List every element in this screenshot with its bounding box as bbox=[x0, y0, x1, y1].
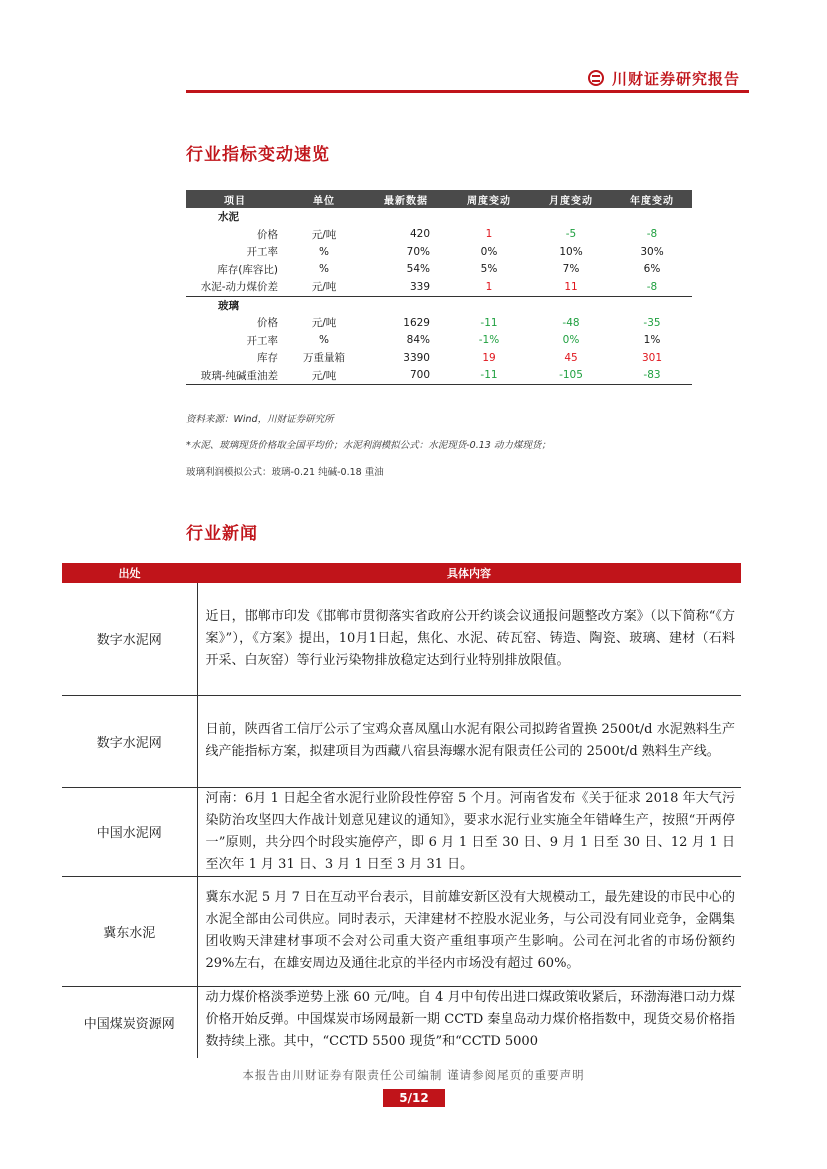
header-divider bbox=[186, 90, 749, 93]
indicator-week: -11 bbox=[448, 367, 530, 385]
news-header-row bbox=[62, 563, 741, 583]
indicator-unit: % bbox=[319, 245, 329, 258]
news-source: 中国水泥网 bbox=[62, 787, 197, 876]
news-row bbox=[62, 583, 741, 695]
indicator-week: 1 bbox=[485, 228, 493, 241]
indicator-month: -5 bbox=[565, 228, 577, 241]
indicators-title: 行业指标变动速览 bbox=[186, 145, 330, 165]
indicator-latest: 1629 bbox=[403, 316, 430, 329]
news-source: 中国煤炭资源网 bbox=[62, 986, 197, 1058]
news-title: 行业新闻 bbox=[186, 524, 258, 544]
news-content: 冀东水泥 5 月 7 日在互动平台表示，目前雄安新区没有大规模动工，最先建设的市民中心的水泥全部由公司供应。同时表示，天津建材不控股水泥业务，与公司没有同业竞争，金隅集团收购天津建材事项不会对公司重大资产重组事项产生影响。公司在河北省的市场份额约 29%左右，在雄安周边及通往北京的半径内市场没有超过 60%。 bbox=[197, 876, 741, 986]
col-year: 年度变动 bbox=[612, 190, 692, 208]
col-latest: 最新数据 bbox=[364, 190, 448, 208]
indicator-month: 7% bbox=[562, 263, 580, 276]
indicator-row bbox=[186, 367, 692, 385]
col-source: 出处 bbox=[62, 563, 197, 583]
indicator-item: 价格 bbox=[257, 317, 278, 330]
indicator-month: 10% bbox=[559, 245, 583, 258]
category-label: 玻璃 bbox=[186, 296, 692, 314]
category-label: 水泥 bbox=[218, 211, 239, 224]
indicators-table bbox=[186, 190, 692, 385]
indicator-row bbox=[186, 278, 692, 296]
news-table bbox=[62, 563, 741, 1058]
indicator-unit: % bbox=[319, 334, 329, 347]
indicator-unit: % bbox=[319, 263, 329, 276]
news-content: 日前，陕西省工信厅公示了宝鸡众喜凤凰山水泥有限公司拟跨省置换 2500t/d 水泥熟料生产线产能指标方案，拟建项目为西藏八宿县海螺水泥有限责任公司的 2500t/d 熟料生产线。 bbox=[197, 695, 741, 787]
indicator-item: 库存 bbox=[257, 352, 278, 365]
indicator-row bbox=[186, 349, 692, 367]
indicator-year: -35 bbox=[643, 316, 661, 329]
news-row bbox=[62, 876, 741, 986]
col-item: 项目 bbox=[186, 190, 284, 208]
indicator-item: 价格 bbox=[257, 228, 278, 241]
indicator-month: 11 bbox=[564, 280, 578, 293]
indicator-year: -8 bbox=[646, 228, 658, 241]
indicator-week: 1 bbox=[485, 280, 493, 293]
col-week: 周度变动 bbox=[448, 190, 530, 208]
indicator-row bbox=[186, 332, 692, 350]
indicator-unit: 元/吨 bbox=[311, 317, 337, 330]
report-brand: 川财证券研究报告 bbox=[612, 70, 741, 88]
indicator-month: 45 bbox=[564, 351, 578, 364]
category-row bbox=[186, 208, 692, 226]
indicator-row bbox=[186, 261, 692, 279]
indicator-month: -48 bbox=[562, 316, 580, 329]
category-row bbox=[186, 296, 692, 314]
indicator-latest: 339 bbox=[409, 280, 430, 293]
col-content: 具体内容 bbox=[197, 563, 741, 583]
indicator-month: -105 bbox=[530, 367, 612, 385]
data-source-note: 资料来源：Wind，川财证券研究所 bbox=[186, 414, 334, 425]
indicator-row bbox=[186, 226, 692, 244]
indicators-header-row bbox=[186, 190, 692, 208]
indicator-year: 301 bbox=[641, 351, 663, 364]
news-content: 河南：6月 1 日起全省水泥行业阶段性停窑 5 个月。河南省发布《关于征求 2018 年大气污染防治攻坚四大作战计划意见建议的通知》，要求水泥行业实施全年错峰生产，按照“开两停一”原则，共分四个时段实施停产，即 6 月 1 日至 30 日、9 月 1 日至 30 日、12 月 1 日至次年 1 月 31 日、3 月 1 日至 3 月 31 日。 bbox=[197, 787, 741, 876]
indicator-latest: 700 bbox=[364, 367, 448, 385]
news-row bbox=[62, 787, 741, 876]
indicator-latest: 70% bbox=[406, 245, 430, 258]
indicator-row bbox=[186, 314, 692, 332]
indicator-latest: 84% bbox=[406, 334, 430, 347]
indicator-month: 0% bbox=[562, 334, 580, 347]
news-content: 动力煤价格淡季逆势上涨 60 元/吨。自 4 月中旬传出进口煤政策收紧后，环渤海港口动力煤价格开始反弹。中国煤炭市场网最新一期 CCTD 秦皇岛动力煤价格指数中，现货交易价格指数持续上涨。其中，“CCTD 5500 现货”和“CCTD 5000 bbox=[205, 989, 735, 1049]
indicator-week: 0% bbox=[480, 245, 498, 258]
formula-note-1: *水泥、玻璃现货价格取全国平均价；水泥利润模拟公式：水泥现货-0.13 动力煤现货； bbox=[186, 440, 551, 451]
indicator-latest: 420 bbox=[409, 228, 430, 241]
indicator-item: 水泥-动力煤价差 bbox=[200, 281, 278, 294]
news-source: 数字水泥网 bbox=[62, 695, 197, 787]
col-unit: 单位 bbox=[284, 190, 364, 208]
indicator-week: 19 bbox=[482, 351, 496, 364]
news-source: 冀东水泥 bbox=[62, 876, 197, 986]
indicator-item: 开工率 bbox=[246, 246, 278, 259]
indicator-item: 开工率 bbox=[246, 334, 278, 347]
indicator-year: 6% bbox=[643, 263, 661, 276]
indicator-year: -8 bbox=[646, 280, 658, 293]
indicator-year: 30% bbox=[640, 245, 664, 258]
indicator-latest: 3390 bbox=[403, 351, 430, 364]
indicator-unit: 元/吨 bbox=[311, 228, 337, 241]
indicator-row bbox=[186, 243, 692, 261]
indicator-unit: 元/吨 bbox=[311, 281, 337, 294]
formula-note-2: 玻璃利润模拟公式：玻璃-0.21 纯碱-0.18 重油 bbox=[186, 467, 384, 478]
indicator-week: -11 bbox=[480, 316, 498, 329]
brand-logo-icon bbox=[588, 70, 604, 86]
indicator-week: 5% bbox=[480, 263, 498, 276]
indicator-unit: 元/吨 bbox=[284, 367, 364, 385]
footer-disclaimer: 本报告由川财证券有限责任公司编制 谨请参阅尾页的重要声明 bbox=[242, 1068, 585, 1082]
indicator-latest: 54% bbox=[406, 263, 430, 276]
news-row bbox=[62, 695, 741, 787]
indicator-item: 库存(库容比) bbox=[217, 263, 278, 276]
news-row bbox=[62, 986, 741, 1058]
indicator-year: 1% bbox=[643, 334, 661, 347]
indicator-item: 玻璃-纯碱重油差 bbox=[186, 367, 284, 385]
news-source: 数字水泥网 bbox=[62, 583, 197, 695]
indicator-unit: 万重量箱 bbox=[303, 352, 345, 365]
page-number: 5/12 bbox=[383, 1089, 445, 1107]
col-month: 月度变动 bbox=[530, 190, 612, 208]
indicator-year: -83 bbox=[612, 367, 692, 385]
indicator-week: -1% bbox=[478, 334, 500, 347]
news-content: 近日，邯郸市印发《邯郸市贯彻落实省政府公开约谈会议通报问题整改方案》（以下简称“《方案》”），《方案》提出，10月1日起，焦化、水泥、砖瓦窑、铸造、陶瓷、玻璃、建材（石料开采、白灰窑）等行业污染物排放稳定达到行业特别排放限值。 bbox=[197, 583, 741, 695]
